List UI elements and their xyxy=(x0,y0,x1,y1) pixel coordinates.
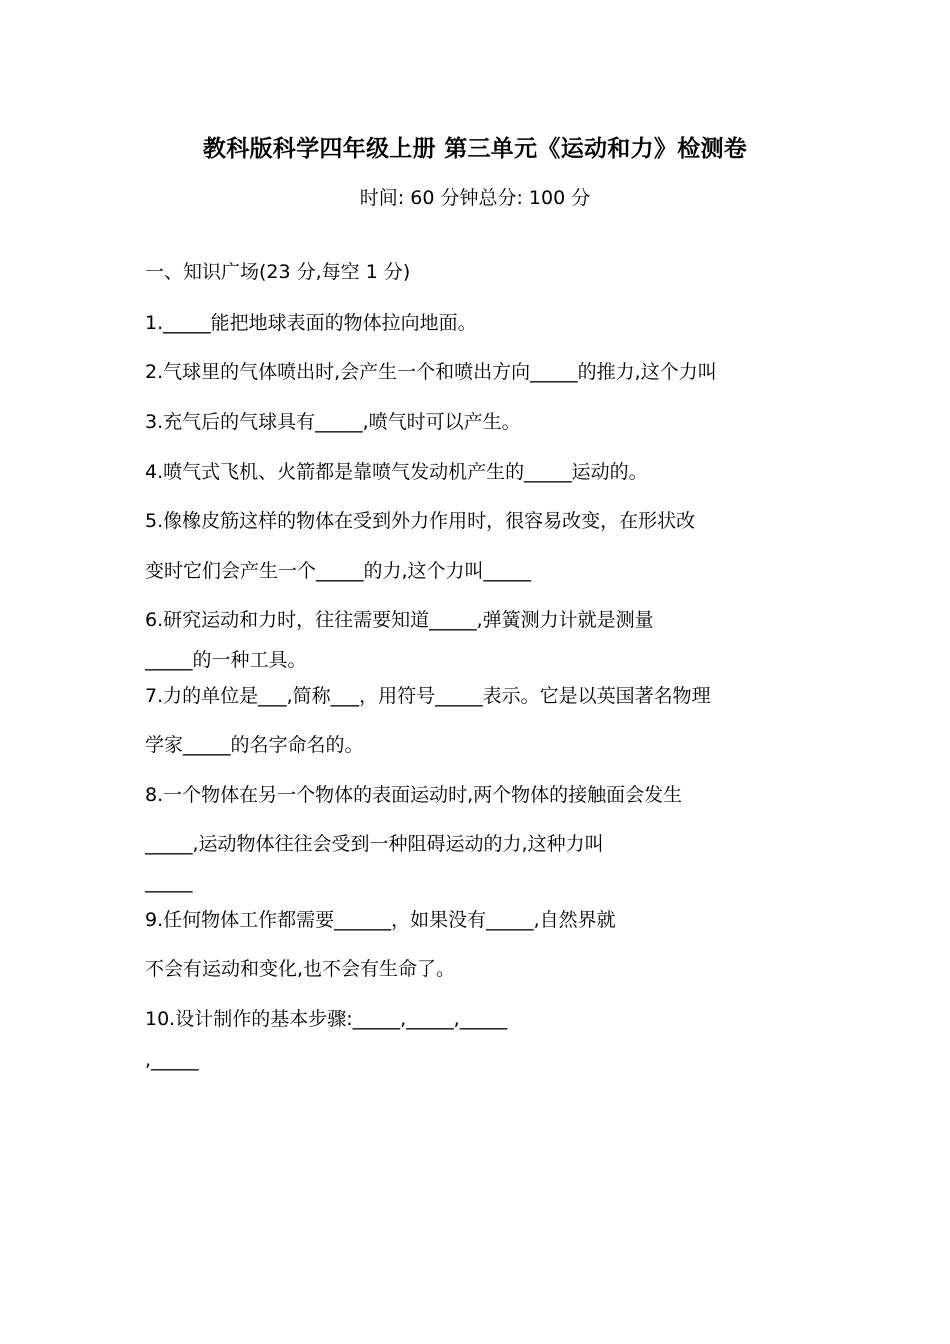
question-6-line-1: 6.研究运动和力时，往往需要知道_____,弹簧测力计就是测量 xyxy=(145,609,654,631)
question-7-line-2: 学家_____的名字命名的。 xyxy=(145,734,364,756)
question-9-line-2: 不会有运动和变化,也不会有生命了。 xyxy=(145,958,456,980)
question-3: 3.充气后的气球具有_____,喷气时可以产生。 xyxy=(145,411,521,433)
question-8-line-2: _____,运动物体往往会受到一种阻碍运动的力,这种力叫 xyxy=(145,833,604,855)
question-1: 1._____能把地球表面的物体拉向地面。 xyxy=(145,312,477,334)
question-8-line-1: 8.一个物体在另一个物体的表面运动时,两个物体的接触面会发生 xyxy=(145,784,683,806)
section-heading: 一、知识广场(23 分,每空 1 分) xyxy=(145,261,411,283)
question-2: 2.气球里的气体喷出时,会产生一个和喷出方向_____的推力,这个力叫 xyxy=(145,361,717,383)
question-5-line-2: 变时它们会产生一个_____的力,这个力叫_____ xyxy=(145,560,532,582)
question-10-line-1: 10.设计制作的基本步骤:_____,_____,_____ xyxy=(145,1008,508,1030)
page-title: 教科版科学四年级上册 第三单元《运动和力》检测卷 xyxy=(202,135,748,162)
question-8-line-3: _____ xyxy=(145,871,193,893)
question-9-line-1: 9.任何物体工作都需要______，如果没有_____,自然界就 xyxy=(145,909,616,931)
exam-time-score: 时间: 60 分钟总分: 100 分 xyxy=(359,187,591,209)
question-10-line-2: ,_____ xyxy=(145,1049,199,1071)
question-5-line-1: 5.像橡皮筋这样的物体在受到外力作用时，很容易改变，在形状改 xyxy=(145,510,696,532)
question-4: 4.喷气式飞机、火箭都是靠喷气发动机产生的_____运动的。 xyxy=(145,461,648,483)
question-7-line-1: 7.力的单位是___,简称___，用符号_____表示。它是以英国著名物理 xyxy=(145,685,711,707)
question-6-line-2: _____的一种工具。 xyxy=(145,649,307,671)
